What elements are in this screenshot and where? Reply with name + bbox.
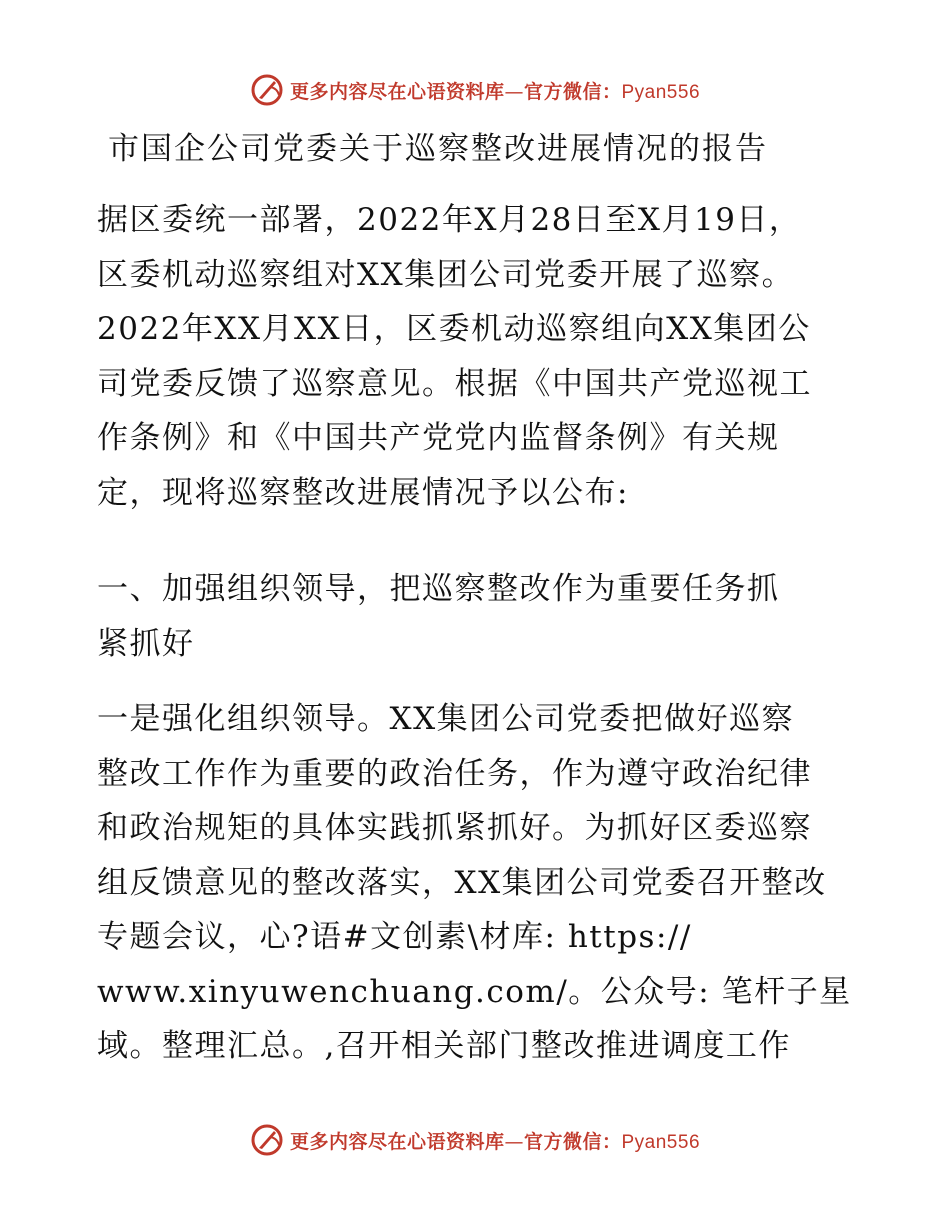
- text-line: 专题会议，心?语#文创素\材库: https://: [97, 919, 692, 955]
- document-title: 市国企公司党委关于巡察整改进展情况的报告: [108, 131, 768, 167]
- banner-wechat-id: Pyan556: [621, 81, 701, 103]
- footer-banner: [0, 1120, 950, 1160]
- text-line: www.xinyuwenchuang.com/。公众号: 笔杆子星: [97, 973, 852, 1010]
- text-line: 据区委统一部署，2022年X月28日至X月19日，: [97, 202, 802, 238]
- text-line: 域。整理汇总。,召开相关部门整改推进调度工作: [97, 1028, 791, 1064]
- paragraph-intro: [97, 193, 867, 520]
- banner-dash: —: [504, 80, 524, 103]
- banner-dash: —: [504, 1130, 524, 1153]
- text-line: 作条例》和《中国共产党党内监督条例》有关规: [97, 420, 780, 456]
- text-line: 组反馈意见的整改落实，XX集团公司党委召开整改: [97, 864, 827, 901]
- text-line: 和政治规矩的具体实践抓紧抓好。为抓好区委巡察: [97, 810, 812, 846]
- text-line: 一是强化组织领导。XX集团公司党委把做好巡察: [97, 701, 795, 737]
- section-heading-1: [97, 562, 867, 671]
- banner-wechat-label: 官方微信：: [523, 1130, 622, 1153]
- quill-pen-logo-icon: [250, 73, 284, 107]
- text-line: 区委机动巡察组对XX集团公司党委开展了巡察。: [97, 256, 795, 293]
- banner-main-text: 更多内容尽在心语资料库: [289, 80, 505, 103]
- banner-wechat-id: Pyan556: [621, 1131, 701, 1153]
- text-line: 紧抓好: [97, 625, 195, 662]
- banner-wechat-label: 官方微信：: [523, 80, 622, 103]
- text-line: 2022年XX月XX日，区委机动巡察组向XX集团公: [97, 311, 811, 347]
- text-line: 一、加强组织领导，把巡察整改作为重要任务抓: [97, 571, 780, 607]
- paragraph-organization: [97, 692, 867, 1074]
- banner-text: [290, 1127, 700, 1154]
- banner-main-text: 更多内容尽在心语资料库: [289, 1130, 505, 1153]
- text-line: 司党委反馈了巡察意见。根据《中国共产党巡视工: [97, 365, 812, 402]
- text-line: 定，现将巡察整改进展情况予以公布:: [97, 474, 629, 511]
- banner-text: [290, 77, 700, 104]
- text-line: 整改工作作为重要的政治任务，作为遵守政治纪律: [97, 755, 812, 792]
- quill-pen-logo-icon: [250, 1123, 284, 1157]
- header-banner: [0, 70, 950, 110]
